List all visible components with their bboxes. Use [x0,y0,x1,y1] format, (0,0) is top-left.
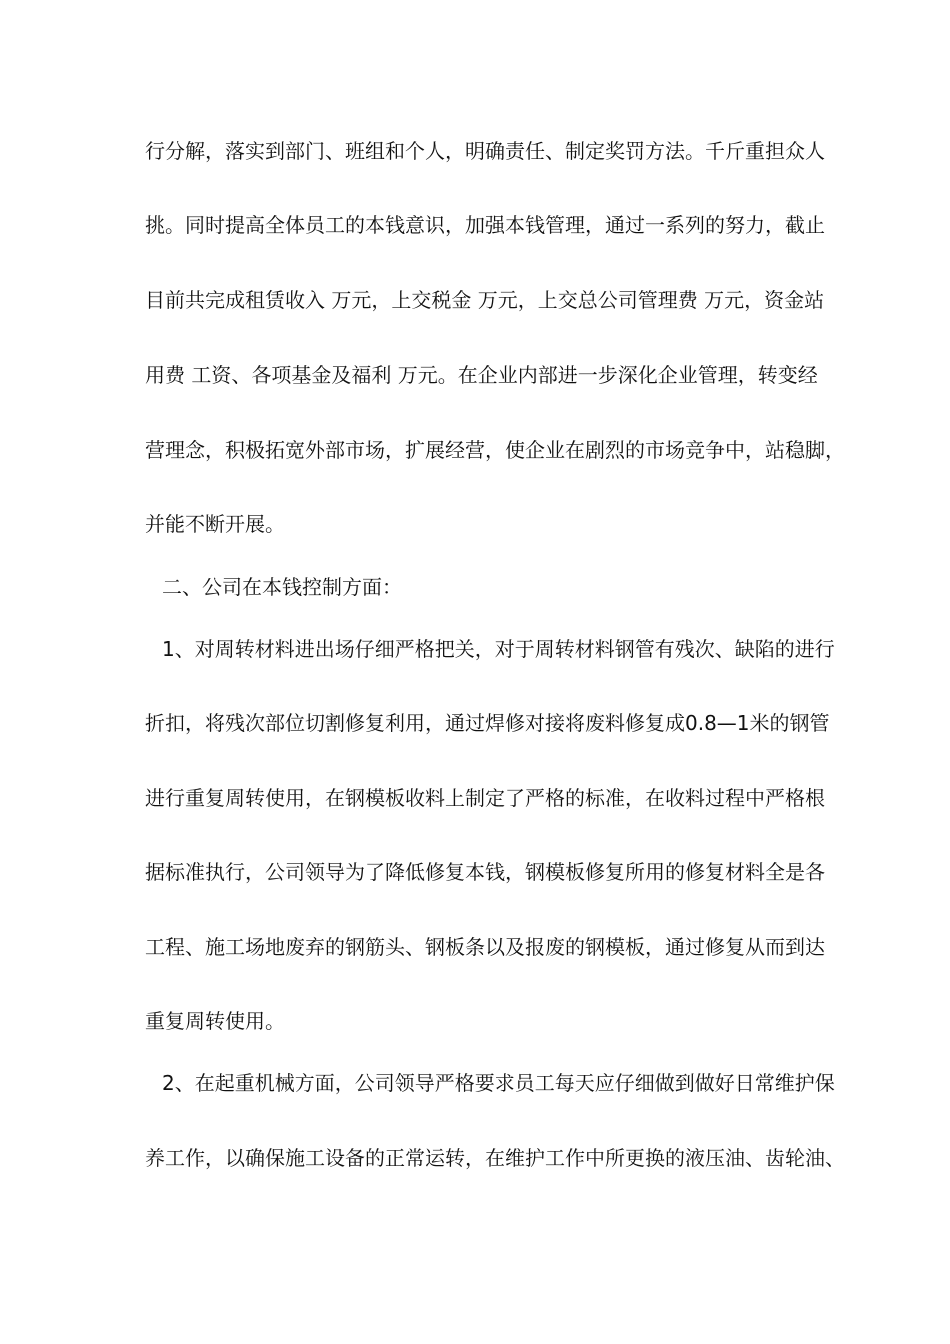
paragraph-line: 营理念，积极拓宽外部市场，扩展经营，使企业在剧烈的市场竞争中，站稳脚， [145,438,845,462]
paragraph-line: 重复周转使用。 [145,1009,285,1033]
paragraph-line: 行分解，落实到部门、班组和个人，明确责任、制定奖罚方法。千斤重担众人 [145,139,825,163]
paragraph-line: 折扣，将残次部位切割修复利用，通过焊修对接将废料修复成0.8—1米的钢管 [145,711,830,735]
paragraph-line: 2、在起重机械方面，公司领导严格要求员工每天应仔细做到做好日常维护保 [162,1071,835,1095]
paragraph-line: 据标准执行，公司领导为了降低修复本钱，钢模板修复所用的修复材料全是各 [145,860,825,884]
paragraph-line: 并能不断开展。 [145,512,285,536]
section-heading: 二、公司在本钱控制方面： [162,575,402,599]
paragraph-line: 目前共完成租赁收入 万元，上交税金 万元，上交总公司管理费 万元，资金站 [145,288,825,312]
paragraph-line: 用费 工资、各项基金及福利 万元。在企业内部进一步深化企业管理，转变经 [145,363,818,387]
paragraph-line: 挑。同时提高全体员工的本钱意识，加强本钱管理，通过一系列的努力，截止 [145,213,825,237]
paragraph-line: 1、对周转材料进出场仔细严格把关，对于周转材料钢管有残次、缺陷的进行 [162,637,835,661]
paragraph-line: 养工作，以确保施工设备的正常运转，在维护工作中所更换的液压油、齿轮油、 [145,1146,845,1170]
paragraph-line: 工程、施工场地废弃的钢筋头、钢板条以及报废的钢模板，通过修复从而到达 [145,935,825,959]
paragraph-line: 进行重复周转使用，在钢模板收料上制定了严格的标准，在收料过程中严格根 [145,786,825,810]
